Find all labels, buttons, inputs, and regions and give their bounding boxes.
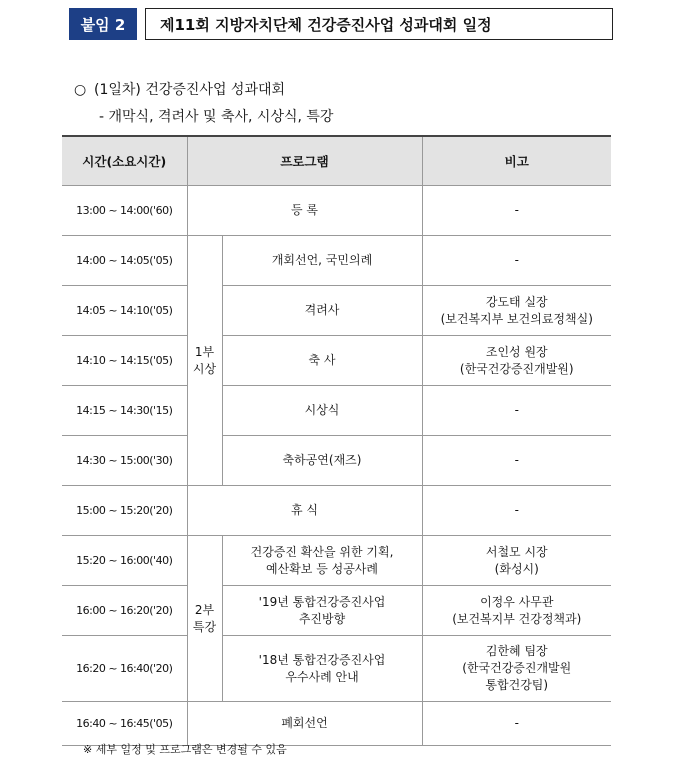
note-cell: 김한혜 팀장 (한국건강증진개발원 통합건강팀) xyxy=(422,636,611,702)
program-cell: 등 록 xyxy=(187,186,422,236)
footnote: ※ 세부 일정 및 프로그램은 변경될 수 있음 xyxy=(83,743,287,756)
table-row xyxy=(62,636,611,702)
header-time: 시간(소요시간) xyxy=(62,136,187,186)
time-cell: 16:20 ~ 16:40('20) xyxy=(62,636,187,702)
note-cell: 강도태 실장 (보건복지부 보건의료정책실) xyxy=(422,286,611,336)
note-cell: - xyxy=(422,702,611,746)
note-cell: - xyxy=(422,236,611,286)
program-cell: 격려사 xyxy=(222,286,422,336)
section-heading-text: (1일차) 건강증진사업 성과대회 xyxy=(94,82,286,98)
table-row xyxy=(62,386,611,436)
note-cell: 이정우 사무관 (보건복지부 건강정책과) xyxy=(422,586,611,636)
group-cell-part2: 2부 특강 xyxy=(187,536,222,702)
note-cell: - xyxy=(422,486,611,536)
attachment-badge: 붙임 2 xyxy=(69,8,137,40)
note-cell: - xyxy=(422,186,611,236)
document-title: 제11회 지방자치단체 건강증진사업 성과대회 일정 xyxy=(145,8,613,40)
note-cell: - xyxy=(422,436,611,486)
table-row xyxy=(62,336,611,386)
time-cell: 14:10 ~ 14:15('05) xyxy=(62,336,187,386)
time-cell: 13:00 ~ 14:00('60) xyxy=(62,186,187,236)
program-cell: 축하공연(재즈) xyxy=(222,436,422,486)
program-cell: 폐회선언 xyxy=(187,702,422,746)
group-cell-part1: 1부 시상 xyxy=(187,236,222,486)
note-cell: 조인성 원장 (한국건강증진개발원) xyxy=(422,336,611,386)
program-cell: 개회선언, 국민의례 xyxy=(222,236,422,286)
document-title-row xyxy=(69,8,613,40)
time-cell: 16:00 ~ 16:20('20) xyxy=(62,586,187,636)
program-cell: 축 사 xyxy=(222,336,422,386)
time-cell: 15:20 ~ 16:00('40) xyxy=(62,536,187,586)
table-row xyxy=(62,702,611,746)
program-cell: '19년 통합건강증진사업 추진방향 xyxy=(222,586,422,636)
time-cell: 14:15 ~ 14:30('15) xyxy=(62,386,187,436)
circle-bullet-icon: ○ xyxy=(74,82,87,98)
table-row xyxy=(62,536,611,586)
program-cell: 건강증진 확산을 위한 기획, 예산확보 등 성공사례 xyxy=(222,536,422,586)
time-cell: 14:00 ~ 14:05('05) xyxy=(62,236,187,286)
table-row xyxy=(62,486,611,536)
header-note: 비고 xyxy=(422,136,611,186)
table-row xyxy=(62,286,611,336)
program-cell: 휴 식 xyxy=(187,486,422,536)
table-row xyxy=(62,586,611,636)
time-cell: 15:00 ~ 15:20('20) xyxy=(62,486,187,536)
table-row xyxy=(62,186,611,236)
time-cell: 14:05 ~ 14:10('05) xyxy=(62,286,187,336)
note-cell: 서철모 시장 (화성시) xyxy=(422,536,611,586)
note-cell: - xyxy=(422,386,611,436)
time-cell: 14:30 ~ 15:00('30) xyxy=(62,436,187,486)
program-cell: 시상식 xyxy=(222,386,422,436)
header-program: 프로그램 xyxy=(187,136,422,186)
section-subitem: - 개막식, 격려사 및 축사, 시상식, 특강 xyxy=(99,109,334,125)
schedule-table xyxy=(62,135,611,746)
time-cell: 16:40 ~ 16:45('05) xyxy=(62,702,187,746)
table-row xyxy=(62,436,611,486)
section-heading xyxy=(74,79,285,99)
table-header-row xyxy=(62,136,611,186)
program-cell: '18년 통합건강증진사업 우수사례 안내 xyxy=(222,636,422,702)
table-row xyxy=(62,236,611,286)
